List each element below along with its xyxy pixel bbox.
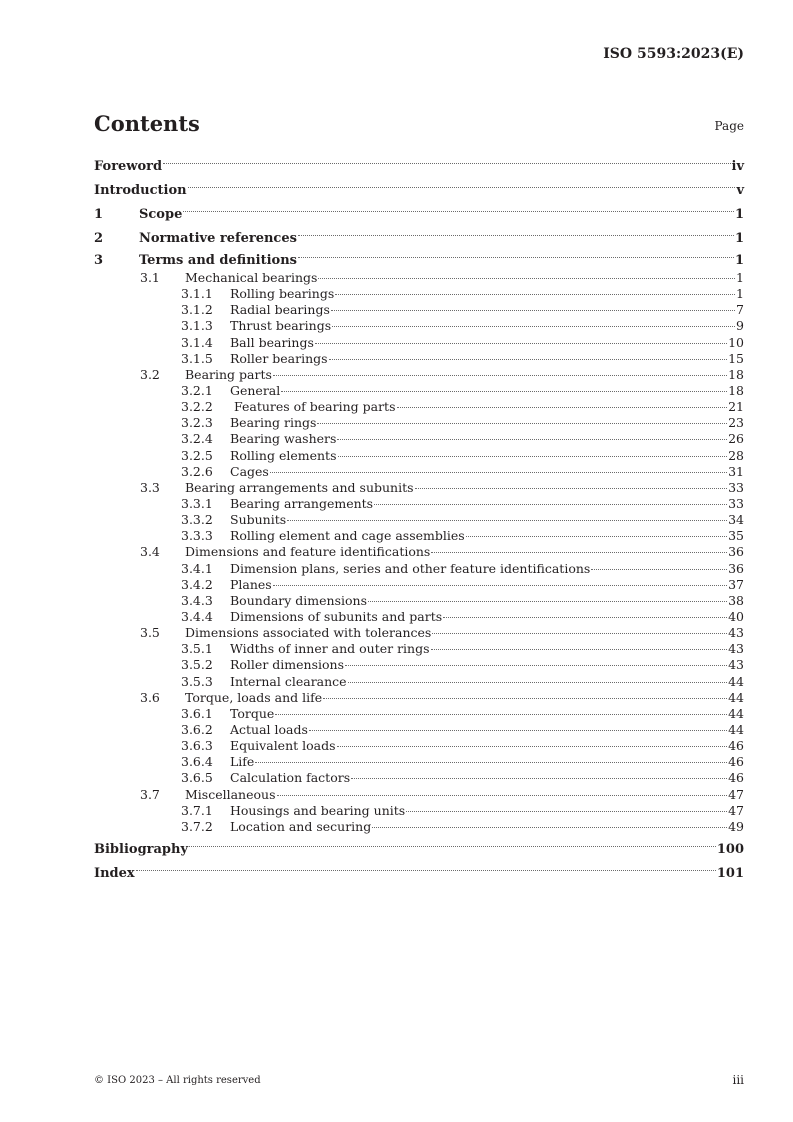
toc-entry-title: Equivalent loads [230,738,336,754]
toc-entry-number: 3.2.4 [181,431,213,447]
dot-leader [281,391,727,392]
toc-entry-page: 7 [736,302,744,318]
toc-entry-number: 3.5.2 [181,657,213,673]
toc-entry-page: 46 [728,770,744,786]
dot-leader [406,811,727,812]
toc-entry-3-1-1[interactable] [94,286,744,302]
toc-entry-title: Housings and bearing units [230,802,406,818]
dot-leader [466,536,727,537]
page-number: iii [732,1073,744,1087]
toc-entry-3-3-3[interactable] [94,528,744,544]
toc-entry-title: Life [230,754,255,770]
toc-entry-title: Roller dimensions [230,657,344,673]
toc-entry-number: 3.5.3 [181,673,213,689]
toc-entry-title: Roller bearings [230,350,328,366]
dot-leader [277,795,728,796]
toc-entry-number: 3.2.1 [181,382,213,398]
dot-leader [298,235,734,236]
toc-entry-page: 33 [728,495,744,511]
toc-entry-3-2-5[interactable] [94,448,744,464]
toc-entry-page: 46 [728,738,744,754]
toc-entry-page: 44 [728,705,744,721]
toc-entry-number: 3.1.1 [181,286,213,302]
toc-entry-3-6-4[interactable] [94,754,744,770]
dot-leader [275,714,727,715]
toc-entry-title: Dimensions and feature identifications [185,544,431,560]
dot-leader [331,310,735,311]
toc-entry-page: 44 [728,673,744,689]
toc-entry-page: 1 [736,270,744,285]
toc-entry-3-1-5[interactable] [94,351,744,367]
copyright-notice: © ISO 2023 – All rights reserved [94,1075,261,1086]
toc-entry-title: Torque [230,705,275,721]
toc-entry-number: 3.5 [140,625,160,641]
toc-entry-page: 9 [736,318,744,334]
toc-entry-title: Mechanical bearings [185,270,318,285]
dot-leader [323,698,727,699]
toc-entry-foreword[interactable] [94,154,744,178]
toc-entry-3-1-3[interactable] [94,318,744,334]
dot-leader [332,326,735,327]
toc-entry-3-3-1[interactable] [94,496,744,512]
toc-entry-title: Radial bearings [230,302,330,318]
toc-entry-3-2-3[interactable] [94,415,744,431]
toc-entry-title: Features of bearing parts [230,399,396,415]
toc-entry-page: 100 [716,842,744,858]
toc-entry-number: 3.1 [140,270,160,285]
toc-entry-3-5-1[interactable] [94,641,744,657]
toc-entry-number: 3.3 [140,479,160,495]
toc-entry-number: 3.4.2 [181,576,213,592]
toc-entry-number: 3 [94,252,104,268]
toc-entry-number: 3.7.1 [181,802,213,818]
toc-entry-number: 3.3.2 [181,512,213,528]
toc-entry-number: 3.6 [140,689,160,705]
dot-leader [591,569,727,570]
dot-leader [372,827,727,828]
toc-entry-page: 43 [728,641,744,657]
toc-entry-title: Rolling elements [230,447,337,463]
toc-entry-3-1-2[interactable] [94,302,744,318]
dot-leader [163,163,730,164]
page-column-label: Page [714,119,744,133]
toc-entry-page: 18 [728,382,744,398]
toc-entry-page: 36 [728,560,744,576]
toc-entry-title: Bearing washers [230,431,337,447]
toc-entry-page: 49 [728,818,744,834]
toc-entry-number: 3.1.5 [181,350,213,366]
dot-leader [315,343,727,344]
document-id: ISO 5593:2023(E) [603,46,744,62]
dot-leader [188,187,736,188]
dot-leader [337,746,728,747]
toc-entry-title: Bibliography [94,842,189,858]
toc-entry-title: Boundary dimensions [230,592,367,608]
toc-entry-number: 3.2.5 [181,447,213,463]
toc-entry-introduction[interactable] [94,178,744,202]
toc-entry-number: 3.1.4 [181,334,213,350]
dot-leader [335,294,735,295]
toc-entry-page: 43 [728,625,744,641]
toc-entry-3-2-2[interactable] [94,399,744,415]
toc-entry-title: Bearing parts [185,366,272,382]
toc-entry-title: Bearing rings [230,415,317,431]
toc-entry-page: 34 [728,512,744,528]
toc-entry-number: 2 [94,230,104,246]
toc-entry-3-6-1[interactable] [94,706,744,722]
toc-entry-3-3-2[interactable] [94,512,744,528]
toc-entry-page: 1 [734,230,744,246]
toc-entry-3-4[interactable] [94,544,744,560]
toc-entry-page: 26 [728,431,744,447]
toc-entry-page: 33 [728,479,744,495]
toc-entry-page: 43 [728,657,744,673]
toc-entry-title: Location and securing [230,818,372,834]
dot-leader [317,423,727,424]
toc-entry-title: Rolling element and cage assemblies [230,528,465,544]
toc-entry-3-5-3[interactable] [94,674,744,690]
toc-entry-title: Calculation factors [230,770,351,786]
toc-entry-scope[interactable] [94,202,744,226]
toc-entry-3-1[interactable] [94,270,744,286]
toc-entry-3-2-4[interactable] [94,431,744,447]
dot-leader [309,730,727,731]
toc-entry-number: 3.6.2 [181,721,213,737]
toc-entry-number: 3.3.1 [181,495,213,511]
toc-entry-page: 47 [728,786,744,802]
toc-entry-title: Dimensions of subunits and parts [230,608,443,624]
dot-leader [255,762,727,763]
dot-leader [431,552,727,553]
toc-entry-page: 23 [728,415,744,431]
toc-entry-page: 46 [728,754,744,770]
toc-entry-page: 21 [728,399,744,415]
toc-entry-3-7-1[interactable] [94,803,744,819]
toc-entry-3-5-2[interactable] [94,657,744,673]
toc-entry-page: 44 [728,689,744,705]
toc-entry-title: Index [94,866,135,882]
toc-entry-3-7[interactable] [94,787,744,803]
toc-entry-3-1-4[interactable] [94,335,744,351]
toc-entry-page: 10 [728,334,744,350]
toc-entry-3-2-1[interactable] [94,383,744,399]
toc-entry-3-2-6[interactable] [94,464,744,480]
toc-entry-page: 38 [728,592,744,608]
toc-entry-3-4-1[interactable] [94,561,744,577]
toc-entry-3-3[interactable] [94,480,744,496]
toc-entry-title: Subunits [230,512,287,528]
toc-entry-title: Introduction [94,182,187,198]
toc-entry-3-7-2[interactable] [94,819,744,835]
toc-entry-title: Terms and definitions [139,252,297,268]
dot-leader [338,456,728,457]
dot-leader [136,870,716,871]
table-of-contents [94,154,744,883]
toc-entry-title: Bearing arrangements and subunits [185,479,414,495]
toc-entry-number: 3.6.5 [181,770,213,786]
toc-entry-title: Miscellaneous [185,786,276,802]
toc-entry-title: Scope [139,206,183,222]
toc-entry-number: 3.4.4 [181,608,213,624]
contents-title: Contents [94,111,200,136]
toc-entry-page: 37 [728,576,744,592]
toc-entry-title: Dimension plans, series and other feature identifications [230,560,591,576]
toc-entry-page: 1 [734,252,744,268]
toc-entry-normative-references[interactable] [94,226,744,250]
toc-entry-terms-and-definitions[interactable] [94,250,744,270]
toc-entry-number: 3.5.1 [181,641,213,657]
toc-entry-title: Normative references [139,230,297,246]
toc-entry-number: 3.4.1 [181,560,213,576]
toc-entry-3-6-3[interactable] [94,738,744,754]
toc-entry-title: Planes [230,576,272,592]
toc-entry-number: 3.2.3 [181,415,213,431]
dot-leader [374,504,727,505]
toc-entry-number: 3.6.1 [181,705,213,721]
dot-leader [351,778,727,779]
toc-entry-number: 1 [94,206,104,222]
dot-leader [298,257,734,258]
toc-entry-page: 44 [728,721,744,737]
toc-entry-number: 3.1.2 [181,302,213,318]
dot-leader [337,439,727,440]
dot-leader [318,278,735,279]
toc-entry-number: 3.2 [140,366,160,382]
toc-entry-number: 3.2.2 [181,399,213,415]
toc-entry-page: 15 [728,350,744,366]
toc-entry-number: 3.4 [140,544,160,560]
toc-entry-page: 40 [728,608,744,624]
toc-entry-title: Torque, loads and life [185,689,323,705]
toc-entry-title: Widths of inner and outer rings [230,641,430,657]
toc-entry-3-6-5[interactable] [94,770,744,786]
toc-entry-page: 18 [728,366,744,382]
toc-entry-number: 3.7 [140,786,160,802]
dot-leader [329,359,728,360]
toc-entry-title: Rolling bearings [230,286,335,302]
dot-leader [345,665,727,666]
dot-leader [273,585,727,586]
dot-leader [348,682,728,683]
toc-entry-number: 3.6.3 [181,738,213,754]
dot-leader [287,520,727,521]
toc-entry-page: iv [731,158,744,174]
dot-leader [443,617,727,618]
toc-entry-title: Internal clearance [230,673,347,689]
toc-entry-page: 31 [728,463,744,479]
toc-entry-3-5[interactable] [94,625,744,641]
toc-entry-title: Actual loads [230,721,308,737]
toc-entry-3-4-3[interactable] [94,593,744,609]
dot-leader [189,846,716,847]
toc-entry-page: 35 [728,528,744,544]
toc-entry-index[interactable] [94,865,744,883]
toc-entry-number: 3.6.4 [181,754,213,770]
dot-leader [270,472,727,473]
toc-entry-title: General [230,382,281,398]
toc-entry-3-6[interactable] [94,690,744,706]
toc-entry-title: Ball bearings [230,334,314,350]
toc-entry-number: 3.3.3 [181,528,213,544]
toc-entry-number: 3.4.3 [181,592,213,608]
dot-leader [415,488,728,489]
toc-entry-3-6-2[interactable] [94,722,744,738]
toc-entry-title: Thrust bearings [230,318,332,334]
toc-entry-page: 47 [728,802,744,818]
toc-entry-3-4-4[interactable] [94,609,744,625]
toc-entry-title: Cages [230,463,269,479]
toc-entry-title: Bearing arrangements [230,495,374,511]
toc-entry-number: 3.1.3 [181,318,213,334]
toc-entry-title: Dimensions associated with tolerances [185,625,432,641]
toc-entry-page: 28 [728,447,744,463]
toc-entry-page: 101 [716,866,744,882]
dot-leader [183,211,734,212]
toc-entry-number: 3.7.2 [181,818,213,834]
dot-leader [273,375,727,376]
toc-entry-page: v [736,182,744,198]
dot-leader [432,633,727,634]
toc-entry-3-2[interactable] [94,367,744,383]
toc-entry-number: 3.2.6 [181,463,213,479]
toc-entry-title: Foreword [94,158,163,174]
toc-entry-page: 1 [734,206,744,222]
toc-entry-3-4-2[interactable] [94,577,744,593]
toc-entry-page: 36 [728,544,744,560]
toc-entry-bibliography[interactable] [94,835,744,865]
dot-leader [368,601,727,602]
dot-leader [397,407,728,408]
toc-entry-page: 1 [736,286,744,302]
dot-leader [431,649,728,650]
